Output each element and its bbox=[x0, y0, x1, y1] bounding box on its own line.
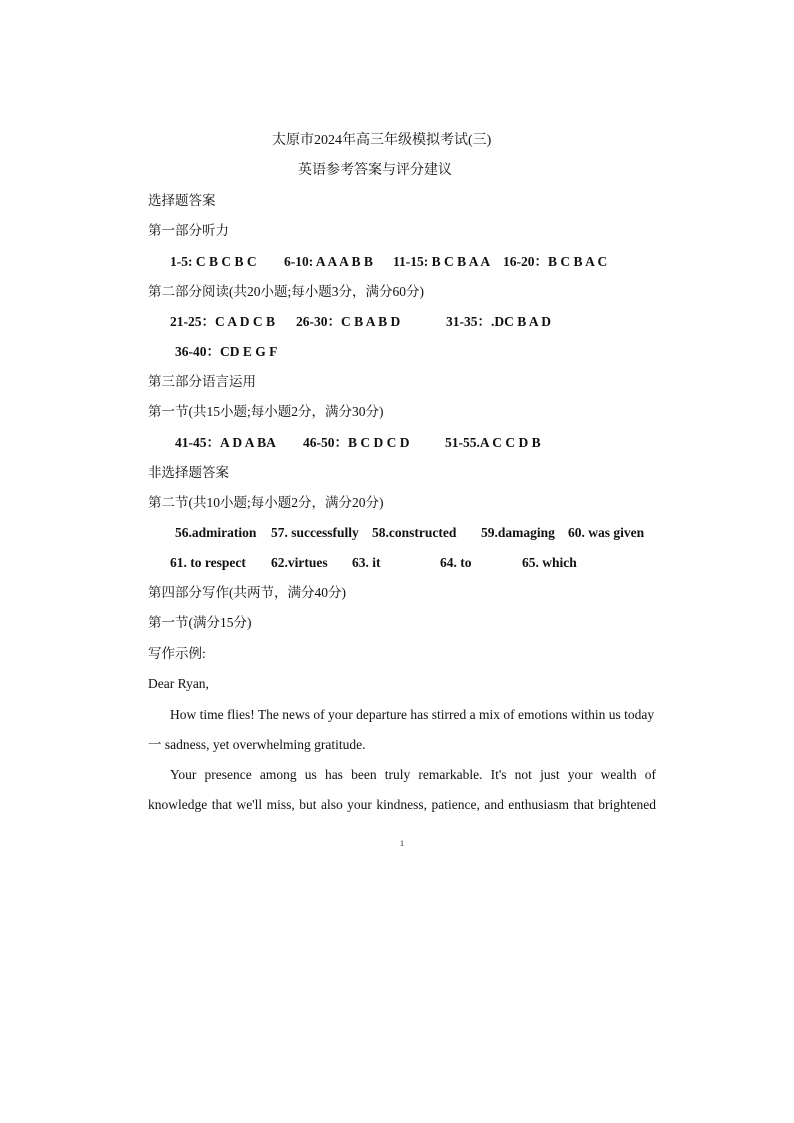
part3-heading: 第三部分语言运用 bbox=[148, 374, 256, 389]
nonchoice-heading: 非选择题答案 bbox=[148, 465, 229, 480]
letter-para2-line2: knowledge that we'll miss, but also your kindness, patience, and enthusiasm that brightened bbox=[148, 797, 656, 812]
answer-item: 65. which bbox=[522, 555, 577, 570]
part3-section1-heading: 第一节(共15小题;每小题2分，满分30分) bbox=[148, 404, 384, 419]
part4-section1-heading: 第一节(满分15分) bbox=[148, 615, 252, 630]
answer-item: 62.virtues bbox=[271, 555, 328, 570]
answer-group: 41-45：A D A BA bbox=[175, 435, 276, 450]
part3-answers bbox=[0, 434, 794, 452]
answer-group: 46-50：B C D C D bbox=[303, 435, 410, 450]
part1-heading: 第一部分听力 bbox=[148, 223, 229, 238]
answer-item: 56.admiration bbox=[175, 525, 257, 540]
letter-salutation: Dear Ryan, bbox=[148, 676, 209, 691]
answer-group: 6-10: A A A B B bbox=[284, 254, 373, 269]
letter-para1-line1: How time flies! The news of your departure has stirred a mix of emotions within us today bbox=[170, 707, 655, 722]
answer-item: 61. to respect bbox=[170, 555, 246, 570]
answer-item: 58.constructed bbox=[372, 525, 457, 540]
sample-label: 写作示例: bbox=[148, 646, 206, 661]
part4-heading: 第四部分写作(共两节，满分40分) bbox=[148, 585, 346, 600]
letter-para1-line2: 一 sadness, yet overwhelming gratitude. bbox=[148, 737, 366, 752]
answer-group: 51-55.A C C D B bbox=[445, 435, 541, 450]
answer-group: 16-20：B C B A C bbox=[503, 254, 608, 269]
answer-group: 36-40：CD E G F bbox=[175, 344, 278, 359]
answer-item: 60. was given bbox=[568, 525, 645, 540]
answer-item: 64. to bbox=[440, 555, 472, 570]
letter-para2-line1: Your presence among us has been truly remarkable. It's not just your wealth of bbox=[170, 767, 656, 782]
document-subtitle: 英语参考答案与评分建议 bbox=[298, 163, 452, 178]
answer-group: 21-25：C A D C B bbox=[170, 314, 276, 329]
answer-item: 59.damaging bbox=[481, 525, 555, 540]
answer-group: 31-35：.DC B A D bbox=[446, 314, 552, 329]
answer-item: 63. it bbox=[352, 555, 381, 570]
section2-answers-row1 bbox=[0, 524, 794, 542]
part2-heading: 第二部分阅读(共20小题;每小题3分，满分60分) bbox=[148, 284, 424, 299]
answer-item: 57. successfully bbox=[271, 525, 359, 540]
answer-group: 11-15: B C B A A bbox=[393, 254, 491, 269]
part2-answers-row1 bbox=[0, 313, 794, 331]
answer-group: 1-5: C B C B C bbox=[170, 254, 257, 269]
part2-answers-row2 bbox=[0, 343, 794, 361]
answer-group: 26-30：C B A B D bbox=[296, 314, 401, 329]
document-title: 太原市2024年高三年级模拟考试(三) bbox=[272, 133, 492, 148]
page-number: 1 bbox=[400, 839, 404, 848]
section2-answers-row2 bbox=[0, 554, 794, 572]
choice-heading: 选择题答案 bbox=[148, 193, 216, 208]
part1-answers bbox=[0, 253, 794, 271]
section2-heading: 第二节(共10小题;每小题2分，满分20分) bbox=[148, 495, 384, 510]
